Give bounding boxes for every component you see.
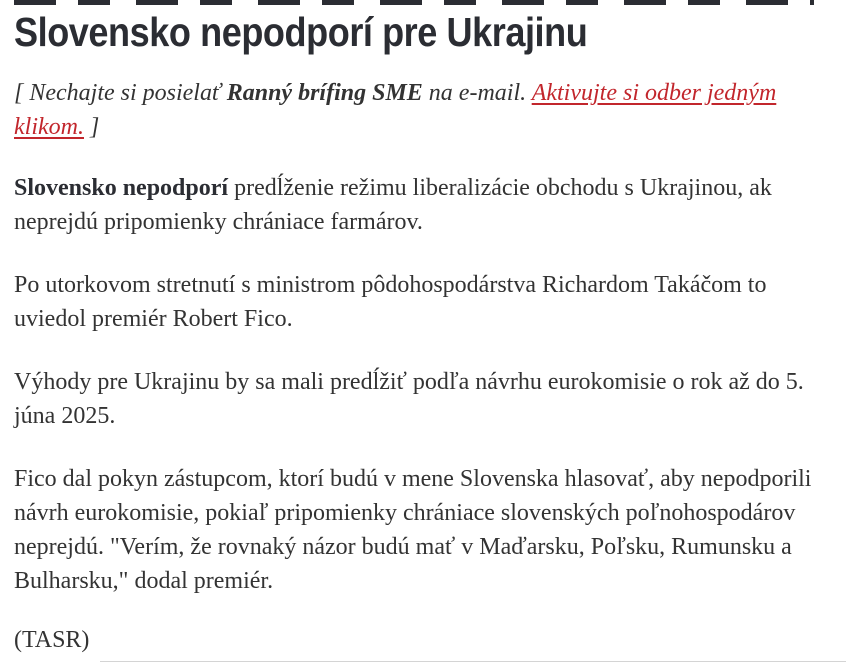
- article-paragraph-4: Fico dal pokyn zástupcom, ktorí budú v mene Slovenska hlasovať, aby nepodporili návrh eurokomisie, pokiaľ pripomienky chrániace slovenských poľnohospodárov neprejdú. "Verím, že rovnaký názor budú mať v Maďarsku, Poľsku, Rumunsku a Bulharsku," dodal premiér.: [14, 466, 812, 594]
- newsletter-subscribe-link[interactable]: Aktivujte si odber jedným klikom.: [14, 80, 777, 140]
- newsletter-note-bold: Ranný brífing SME: [226, 80, 423, 106]
- newsletter-note-middle: na e-mail.: [422, 80, 532, 106]
- article-paragraph-1: [14, 171, 832, 239]
- article-paragraph-3: Výhody pre Ukrajinu by sa mali predĺžiť podľa návrhu eurokomisie o rok až do 5. júna 2025.: [14, 369, 804, 429]
- newsletter-note: [14, 76, 814, 144]
- paragraph-1-lead-bold: Slovensko nepodporí: [14, 175, 235, 201]
- cropped-headline-bottom: [14, 0, 814, 5]
- paragraph-1-text: predĺženie režimu liberalizácie obchodu s Ukrajinou, ak neprejdú pripomienky chrániace farmárov.: [14, 175, 772, 235]
- bottom-divider: [100, 661, 846, 662]
- source-label: (TASR): [14, 627, 90, 653]
- article-headline: Slovensko nepodporí pre Ukrajinu: [14, 9, 588, 55]
- newsletter-note-suffix: ]: [83, 114, 100, 140]
- article-paragraph-2: Po utorkovom stretnutí s ministrom pôdohospodárstva Richardom Takáčom to uviedol premiér Robert Fico.: [14, 272, 767, 332]
- newsletter-note-prefix: [ Nechajte si posielať: [14, 80, 227, 106]
